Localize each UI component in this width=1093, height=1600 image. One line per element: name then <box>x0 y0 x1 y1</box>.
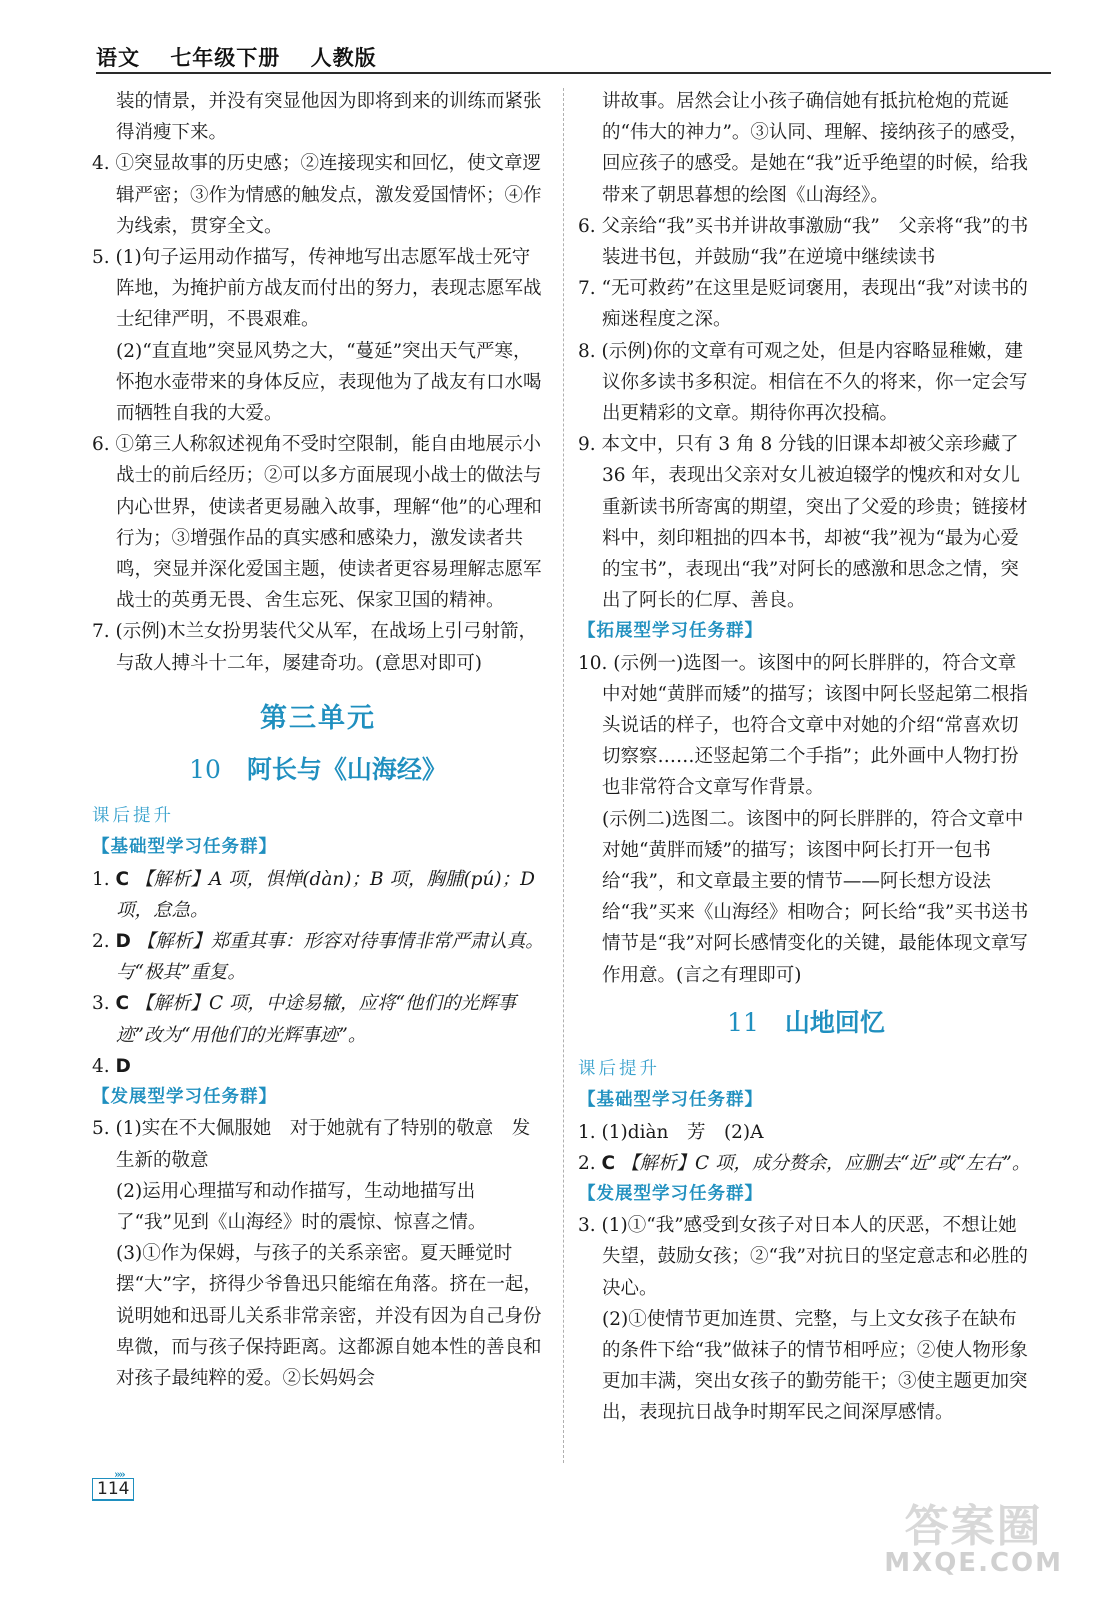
dev-answer-5-3: (3)①作为保姆，与孩子的关系亲密。夏天睡觉时摆“大”字，挤得少爷鲁迅只能缩在角落。挤在一起，说明她和迅哥儿关系非常亲密，并没有因为自己身份卑微，而与孩子保持距离。这都源自她本性的善良和对孩子最纯粹的爱。②长妈妈会 <box>116 1243 542 1389</box>
basic-answer-1: 1. C 【解析】A 项，惧惮(dàn)；B 项，胸脯(pú)；D 项，怠急。 <box>92 868 535 921</box>
lesson-title-11 <box>578 1007 1034 1038</box>
basic-answer-4: 4. D <box>92 1055 131 1077</box>
answer-10-2: (示例二)选图二。该图中的阿长胖胖的，符合文章中对她“黄胖而矮”的描写；该图中阿长打开一包书给“我”，和文章最主要的情节——阿长想方设法给“我”买来《山海经》相吻合；阿长给“我”买书送书情节是“我”对阿长感情变化的关键，最能体现文章写作用意。(言之有理即可) <box>602 808 1029 986</box>
lesson-number: 11 <box>727 1007 759 1037</box>
lesson-number: 10 <box>189 755 221 785</box>
header-edition: 人教版 <box>310 46 377 70</box>
answer-continuation: 装的情景，并没有突显他因为即将到来的训练而紧张得消瘦下来。 <box>116 91 542 144</box>
answer-7: 7. “无可救药”在这里是贬词褒用，表现出“我”对读书的痴迷程度之深。 <box>578 278 1028 331</box>
basic-answer-1: 1. (1)diàn 芳 (2)A <box>578 1121 764 1143</box>
basic-answer-2: 2. C 【解析】C 项，成分赘余，应删去“近”或“左右”。 <box>578 1152 1031 1174</box>
answer-letter: C <box>601 1152 616 1174</box>
page-arrows-icon: »» <box>114 1468 124 1481</box>
dev-answer-3-1: 3. (1)①“我”感受到女孩子对日本人的厌恶，不想让她失望，鼓励女孩；②“我”对抗日的坚定意志和必胜的决心。 <box>578 1215 1028 1299</box>
answer-7: 7. (示例)木兰女扮男装代父从军，在战场上引弓射箭，与敌人搏斗十二年，屡建奇功。(意思对即可) <box>92 621 537 674</box>
answer-10-1: 10. (示例一)选图一。该图中的阿长胖胖的，符合文章中对她“黄胖而矮”的描写；该图中阿长竖起第二根指头说话的样子，也符合文章中对她的介绍“常喜欢切切察察……还竖起第二个手指”；此外画中人物打扮也非常符合文章写作背景。 <box>578 652 1028 799</box>
answer-letter: C <box>115 993 130 1015</box>
left-column <box>92 86 544 1394</box>
dev-task-label: 【发展型学习任务群】 <box>578 1183 763 1204</box>
answer-letter: D <box>115 931 131 953</box>
header-rule <box>96 72 1051 74</box>
header-subject: 语文 <box>96 46 140 70</box>
answer-continuation: 讲故事。居然会让小孩子确信她有抵抗枪炮的荒诞的“伟大的神力”。③认同、理解、接纳孩子的感受，回应孩子的感受。是她在“我”近乎绝望的时候，给我带来了朝思暮想的绘图《山海经》。 <box>602 91 1028 206</box>
column-divider <box>563 88 564 1463</box>
ext-task-label: 【拓展型学习任务群】 <box>578 621 763 642</box>
lesson-name: 山地回忆 <box>784 1007 885 1037</box>
answer-4: 4. ①突显故事的历史感；②连接现实和回忆，使文章逻辑严密；③作为情感的触发点，激发爱国情怀；④作为线索，贯穿全文。 <box>92 153 542 237</box>
answer-5-2: (2)“直直地”突显风势之大，“蔓延”突出天气严寒，怀抱水壶带来的身体反应，表现他为了战友有口水喝而牺牲自我的大爱。 <box>116 340 542 425</box>
dev-task-label: 【发展型学习任务群】 <box>92 1087 277 1108</box>
answer-6: 6. ①第三人称叙述视角不受时空限制，能自由地展示小战士的前后经历；②可以多方面展现小战士的做法与内心世界，使读者更易融入故事，理解“他”的心理和行为；③增强作品的真实感和感染力，激发读者共鸣，突显并深化爱国主题，使读者更容易理解志愿军战士的英勇无畏、舍生忘死、保家卫国的精神。 <box>92 434 542 612</box>
answer-letter: C <box>115 868 130 890</box>
dev-answer-3-2: (2)①使情节更加连贯、完整，与上文女孩子在缺布的条件下给“我”做袜子的情节相呼应；②使人物形象更加丰满，突出女孩子的勤劳能干；③使主题更加突出，表现抗日战争时期军民之间深厚感情。 <box>602 1308 1028 1424</box>
answer-8: 8. (示例)你的文章有可观之处，但是内容略显稚嫩，建议你多读书多积淀。相信在不久的将来，你一定会写出更精彩的文章。期待你再次投稿。 <box>578 340 1028 425</box>
answer-letter: D <box>115 1055 131 1077</box>
lesson-title-10 <box>92 754 544 785</box>
basic-task-label: 【基础型学习任务群】 <box>92 837 277 858</box>
header-grade: 七年级下册 <box>170 46 281 70</box>
answer-6: 6. 父亲给“我”买书并讲故事激励“我” 父亲将“我”的书装进书包，并鼓励“我”在逆境中继续读书 <box>578 215 1029 269</box>
watermark-logo: 答案圈 <box>904 1501 1043 1552</box>
dev-answer-5-2: (2)运用心理描写和动作描写，生动地描写出了“我”见到《山海经》时的震惊、惊喜之情。 <box>116 1180 487 1233</box>
basic-answer-3: 3. C 【解析】C 项，中途易辙，应将“他们的光辉事迹”改为“用他们的光辉事迹”。 <box>92 993 517 1046</box>
lesson-name: 阿长与《山海经》 <box>246 755 447 785</box>
page-number: 114 <box>92 1478 134 1501</box>
page-header <box>96 42 399 72</box>
section-kehou: 课后提升 <box>578 1059 660 1080</box>
basic-answer-2: 2. D 【解析】郑重其事：形容对待事情非常严肃认真。与“极其”重复。 <box>92 931 544 984</box>
watermark <box>884 1490 1063 1578</box>
section-kehou: 课后提升 <box>92 806 174 827</box>
dev-answer-5-1: 5. (1)实在不大佩服她 对于她就有了特别的敬意 发生新的敬意 <box>92 1118 531 1171</box>
unit-title: 第三单元 <box>260 702 376 734</box>
answer-9: 9. 本文中，只有 3 角 8 分钱的旧课本却被父亲珍藏了 36 年，表现出父亲对女儿被迫辍学的愧疚和对女儿重新读书所寄寓的期望，突出了父爱的珍贵；链接材料中，刻印粗拙的四本书，却被“我”视为“最为心爱的宝书”，表现出“我”对阿长的感激和思念之情，突出了阿长的仁厚、善良。 <box>578 434 1028 612</box>
answer-5-1: 5. (1)句子运用动作描写，传神地写出志愿军战士死守阵地，为掩护前方战友而付出的努力，表现志愿军战士纪律严明，不畏艰难。 <box>92 247 542 331</box>
watermark-url: MXQE.COM <box>884 1548 1063 1578</box>
right-column <box>578 86 1034 1429</box>
basic-task-label: 【基础型学习任务群】 <box>578 1090 763 1111</box>
